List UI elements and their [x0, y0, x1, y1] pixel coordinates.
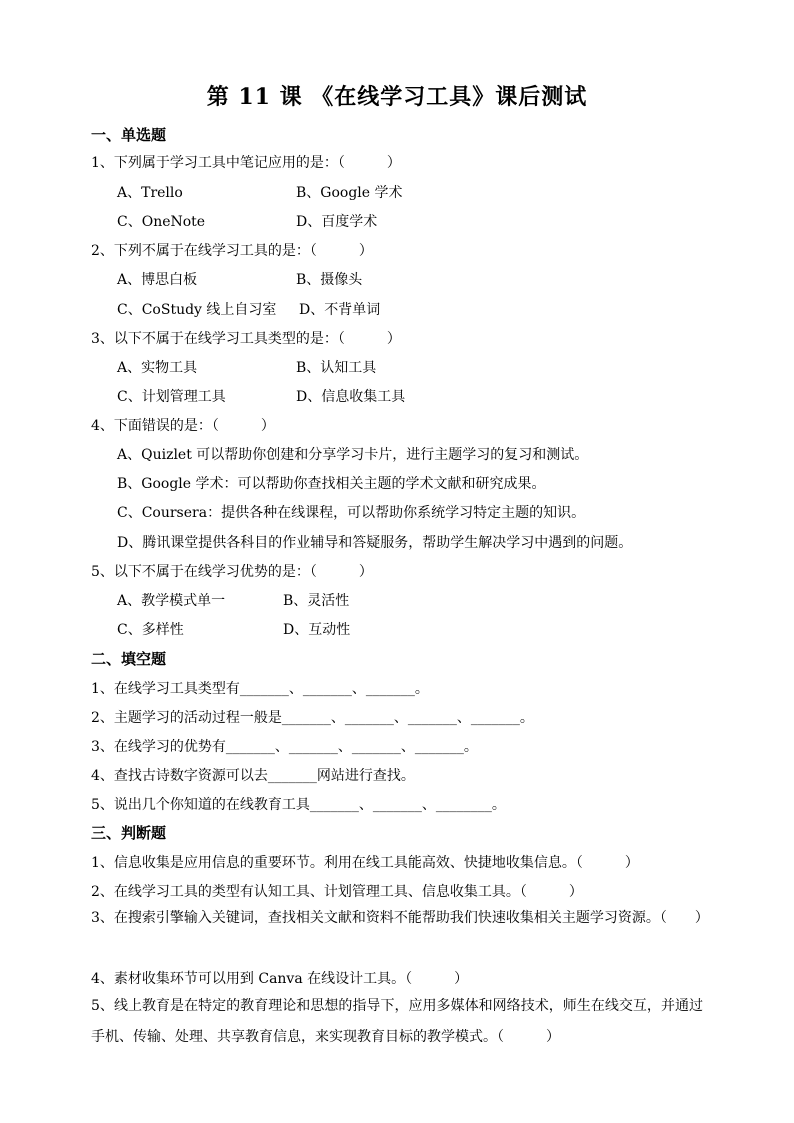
question-4: 4、下面错误的是：（ ） — [91, 418, 275, 434]
section-heading-fill-blank: 二、填空题 — [91, 650, 167, 668]
question-2: 2、下列不属于在线学习工具的是：（ ） — [91, 243, 373, 259]
fill-question-5: 5、说出几个你知道的在线教育工具_______、_______、________。 — [91, 797, 506, 813]
fill-question-1: 1、在线学习工具类型有_______、_______、_______。 — [91, 681, 429, 697]
fill-question-4: 4、查找古诗数字资源可以去_______网站进行查找。 — [91, 768, 415, 784]
fill-question-2: 2、主题学习的活动过程一般是_______、_______、_______、_______。 — [91, 710, 534, 726]
q1-option-a: A、Trello — [117, 185, 183, 201]
q3-option-c: C、计划管理工具 — [117, 389, 226, 405]
q5-option-d: D、互动性 — [283, 622, 351, 638]
tf-question-5: 5、线上教育是在特定的教育理论和思想的指导下，应用多媒体和网络技术，师生在线交互，并通过手机、传输、处理、共享教育信息，来实现教育目标的教学模式。（ ） — [91, 998, 703, 1045]
question-1: 1、下列属于学习工具中笔记应用的是：（ ） — [91, 155, 401, 171]
question-5: 5、以下不属于在线学习优势的是：（ ） — [91, 564, 373, 580]
q2-option-d: D、不背单词 — [299, 302, 381, 318]
section-heading-single-choice: 一、单选题 — [91, 126, 167, 144]
q5-option-a: A、教学模式单一 — [117, 593, 226, 609]
tf-question-3: 3、在搜索引擎输入关键词，查找相关文献和资料不能帮助我们快速收集相关主题学习资源。（ ） — [91, 910, 709, 926]
q5-option-c: C、多样性 — [117, 622, 184, 638]
q4-option-a: A、Quizlet 可以帮助你创建和分享学习卡片，进行主题学习的复习和测试。 — [117, 447, 589, 463]
tf-question-1: 1、信息收集是应用信息的重要环节。利用在线工具能高效、快捷地收集信息。（ ） — [91, 855, 639, 871]
q1-option-d: D、百度学术 — [296, 214, 378, 230]
question-3: 3、以下不属于在线学习工具类型的是：（ ） — [91, 331, 401, 347]
page-title: 第 11 课 《在线学习工具》课后测试 — [206, 84, 588, 110]
tf-question-4: 4、素材收集环节可以用到 Canva 在线设计工具。（ ） — [91, 971, 469, 987]
q2-option-c: C、CoStudy 线上自习室 — [117, 302, 277, 318]
q3-option-a: A、实物工具 — [117, 360, 198, 376]
q5-option-b: B、灵活性 — [283, 593, 350, 609]
section-heading-true-false: 三、判断题 — [91, 824, 167, 842]
q4-option-b: B、Google 学术：可以帮助你查找相关主题的学术文献和研究成果。 — [117, 476, 546, 492]
q4-option-c: C、Coursera：提供各种在线课程，可以帮助你系统学习特定主题的知识。 — [117, 505, 586, 521]
fill-question-3: 3、在线学习的优势有_______、_______、_______、_______。 — [91, 739, 478, 755]
q1-option-b: B、Google 学术 — [296, 185, 403, 201]
tf-question-2: 2、在线学习工具的类型有认知工具、计划管理工具、信息收集工具。（ ） — [91, 884, 583, 900]
q4-option-d: D、腾讯课堂提供各科目的作业辅导和答疑服务，帮助学生解决学习中遇到的问题。 — [117, 535, 633, 551]
q1-option-c: C、OneNote — [117, 214, 206, 230]
q3-option-d: D、信息收集工具 — [296, 389, 406, 405]
q2-option-a: A、博思白板 — [117, 272, 198, 288]
q3-option-b: B、认知工具 — [296, 360, 377, 376]
q2-option-b: B、摄像头 — [296, 272, 363, 288]
